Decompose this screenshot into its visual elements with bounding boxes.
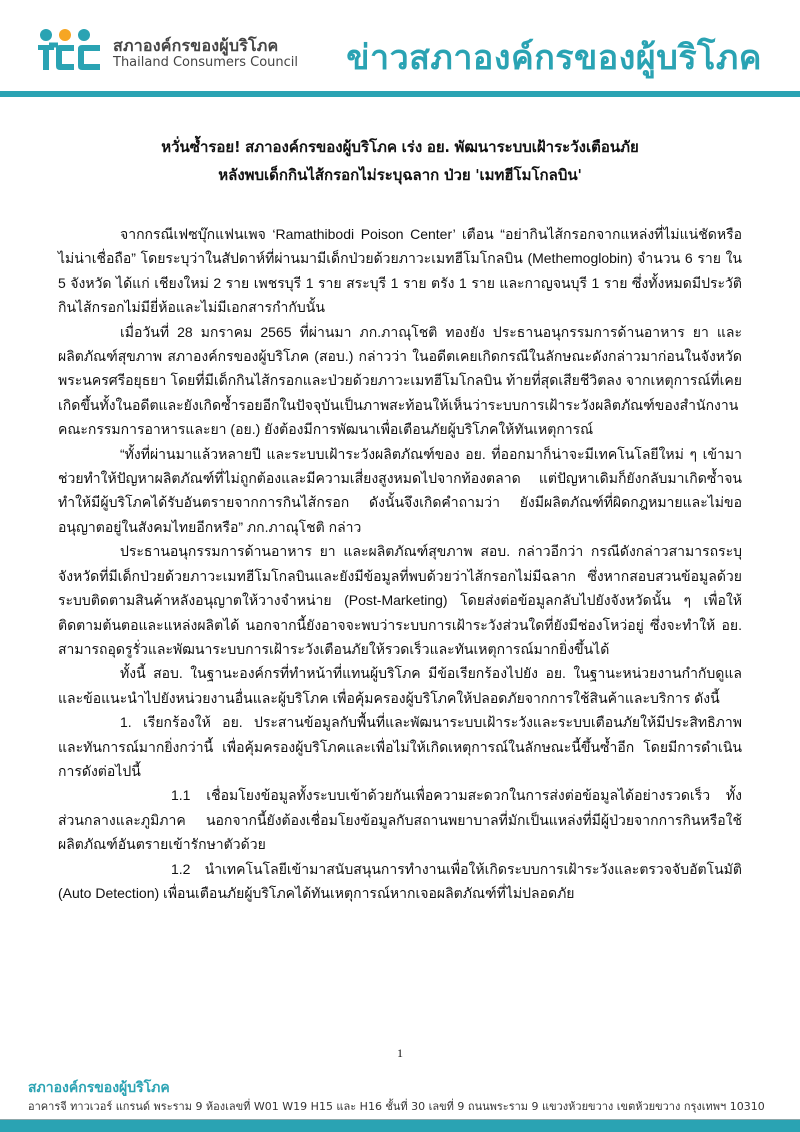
document-title [60,133,740,189]
title-line-2: หลังพบเด็กกินไส้กรอกไม่ระบุฉลาก ป่วย 'เมทฮีโมโกลบิน' [218,166,582,184]
footer-org-name: สภาองค์กรของผู้บริโภค [28,1080,170,1096]
paragraph: เมื่อวันที่ 28 มกราคม 2565 ที่ผ่านมา ภก.ภาณุโชติ ทองยัง ประธานอนุกรรมการด้านอาหาร ยา และผลิตภัณฑ์สุขภาพ สภาองค์กรของผู้บริโภค (สอบ.) กล่าวว่า ในอดีตเคยเกิดกรณีในลักษณะดังกล่าวมาก่อนในจังหวัดพระนครศรีอยุธยา โดยที่มีเด็กกินไส้กรอกและป่วยด้วยภาวะเมทฮีโมโกลบิน ท้ายที่สุดเสียชีวิตลง จากเหตุการณ์ที่เคยเกิดขึ้นทั้งในอดีตและยังเกิดซ้ำรอยอีกในปัจจุบันเป็นภาพสะท้อนให้เห็นว่าระบบการเฝ้าระวังผลิตภัณฑ์ของสำนักงานคณะกรรมการอาหารและยา (อย.) ยังต้องมีการพัฒนาเพื่อเตือนภัยผู้บริโภคให้ทันเหตุการณ์ [58,323,742,438]
logo-text [113,37,298,71]
header-title: ข่าวสภาองค์กรของผู้บริโภค [346,38,762,78]
header-divider [0,91,800,97]
page-header [0,0,800,98]
paragraph: ประธานอนุกรรมการด้านอาหาร ยา และผลิตภัณฑ์สุขภาพ สอบ. กล่าวอีกว่า กรณีดังกล่าวสามารถระบุจังหวัดที่มีเด็กป่วยด้วยภาวะเมทฮีโมโกลบินและยังมีข้อมูลที่พบด้วยว่าไส้กรอกไม่มีฉลาก ซึ่งหากสอบสวนข้อมูลด้วยระบบติดตามสินค้าหลังอนุญาตให้วางจำหน่าย (Post-Marketing) โดยส่งต่อข้อมูลกลับไปยังจังหวัดนั้น ๆ เพื่อให้ติดตามต้นตอและแหล่งผลิตได้ นอกจากนี้ยังอาจจะพบว่าระบบการเฝ้าระวังส่วนใดที่ยังมีช่องโหว่อยู่ ซึ่งจะทำให้ อย. สามารถอุดรูรั่วและพัฒนาระบบการเฝ้าระวังเตือนภัยให้รวดเร็วและทันเหตุการณ์มากยิ่งขึ้นได้ [58,543,742,657]
logo-name-thai: สภาองค์กรของผู้บริโภค [113,36,279,55]
page-number: 1 [397,1046,403,1060]
paragraph-quote: “ทั้งที่ผ่านมาแล้วหลายปี และระบบเฝ้าระวังผลิตภัณฑ์ของ อย. ที่ออกมาก็น่าจะมีเทคโนโลยีใหม่ ๆ เข้ามาช่วยทำให้ปัญหาผลิตภัณฑ์ที่ไม่ถูกต้องและมีความเสี่ยงสูงหมดไปจากท้องตลาด แต่ปัญหาเดิมก็ยังกลับมาเกิดซ้ำจนทำให้มีผู้บริโภคได้รับอันตรายจากการกินไส้กรอก ดังนั้นจึงเกิดคำถามว่า ยังมีผลิตภัณฑ์ที่ผิดกฎหมายและไม่ขออนุญาตอยู่ในสังคมไทยอีกหรือ” ภก.ภาณุโชติ กล่าว [58,445,742,535]
paragraph: ทั้งนี้ สอบ. ในฐานะองค์กรที่ทำหน้าที่แทนผู้บริโภค มีข้อเรียกร้องไปยัง อย. ในฐานะหน่วยงานกำกับดูแล และข้อแนะนำไปยังหน่วยงานอื่นและผู้บริโภค เพื่อคุ้มครองผู้บริโภคให้ปลอดภัยจากการใช้สินค้าและบริการ ดังนี้ [58,665,742,706]
list-item-1-1: 1.1 เชื่อมโยงข้อมูลทั้งระบบเข้าด้วยกันเพื่อความสะดวกในการส่งต่อข้อมูลได้อย่างรวดเร็ว ทั้งส่วนกลางและภูมิภาค นอกจากนี้ยังต้องเชื่อมโยงข้อมูลกับสถานพยาบาลที่มักเป็นแหล่งที่มีผู้ป่วยจากการกินหรือใช้ผลิตภัณฑ์อันตรายเข้ารักษาตัวด้วย [58,787,742,853]
list-item-1: 1. เรียกร้องให้ อย. ประสานข้อมูลกับพื้นที่และพัฒนาระบบเฝ้าระวังและระบบเตือนภัยให้มีประสิทธิภาพและทันการณ์มากยิ่งกว่านี้ เพื่อคุ้มครองผู้บริโภคและเพื่อไม่ให้เกิดเหตุการณ์ในลักษณะนี้ขึ้นซ้ำอีก โดยมีการดำเนินการดังต่อไปนี้ [58,714,742,779]
footer-address: อาคารจี ทาวเวอร์ แกรนด์ พระราม 9 ห้องเลขที่ W01 W19 H15 และ H16 ชั้นที่ 30 เลขที่ 9 ถนนพระราม 9 แขวงห้วยขวาง เขตห้วยขวาง กรุงเทพฯ 10310 [28,1100,765,1113]
tcc-logo-icon [36,28,102,72]
document-body [58,222,742,905]
footer-bar [0,1119,800,1132]
paragraph: จากกรณีเฟซบุ๊กแฟนเพจ ‘Ramathibodi Poison Center’ เตือน “อย่ากินไส้กรอกจากแหล่งที่ไม่แน่ชัดหรือไม่น่าเชื่อถือ” โดยระบุว่าในสัปดาห์ที่ผ่านมามีเด็กป่วยด้วยภาวะเมทฮีโมโกลบิน (Methemoglobin) จำนวน 6 ราย ใน 5 จังหวัด ได้แก่ เชียงใหม่ 2 ราย เพชรบุรี 1 ราย สระบุรี 1 ราย ตรัง 1 ราย และกาญจนบุรี 1 ราย ซึ่งทั้งหมดมีประวัติกินไส้กรอกไม่มียี่ห้อและไม่มีเอกสารกำกับนั้น [58,226,742,316]
title-line-1: หวั่นซ้ำรอย! สภาองค์กรของผู้บริโภค เร่ง อย. พัฒนาระบบเฝ้าระวังเตือนภัย [161,138,639,156]
list-item-1-2: 1.2 นำเทคโนโลยีเข้ามาสนับสนุนการทำงานเพื่อให้เกิดระบบการเฝ้าระวังและตรวจจับอัตโนมัติ (Auto Detection) เพื่อนเตือนภัยผู้บริโภคได้ทันเหตุการณ์หากเจอผลิตภัณฑ์ที่ไม่ปลอดภัย [58,860,742,901]
logo-name-english: Thailand Consumers Council [113,55,299,70]
